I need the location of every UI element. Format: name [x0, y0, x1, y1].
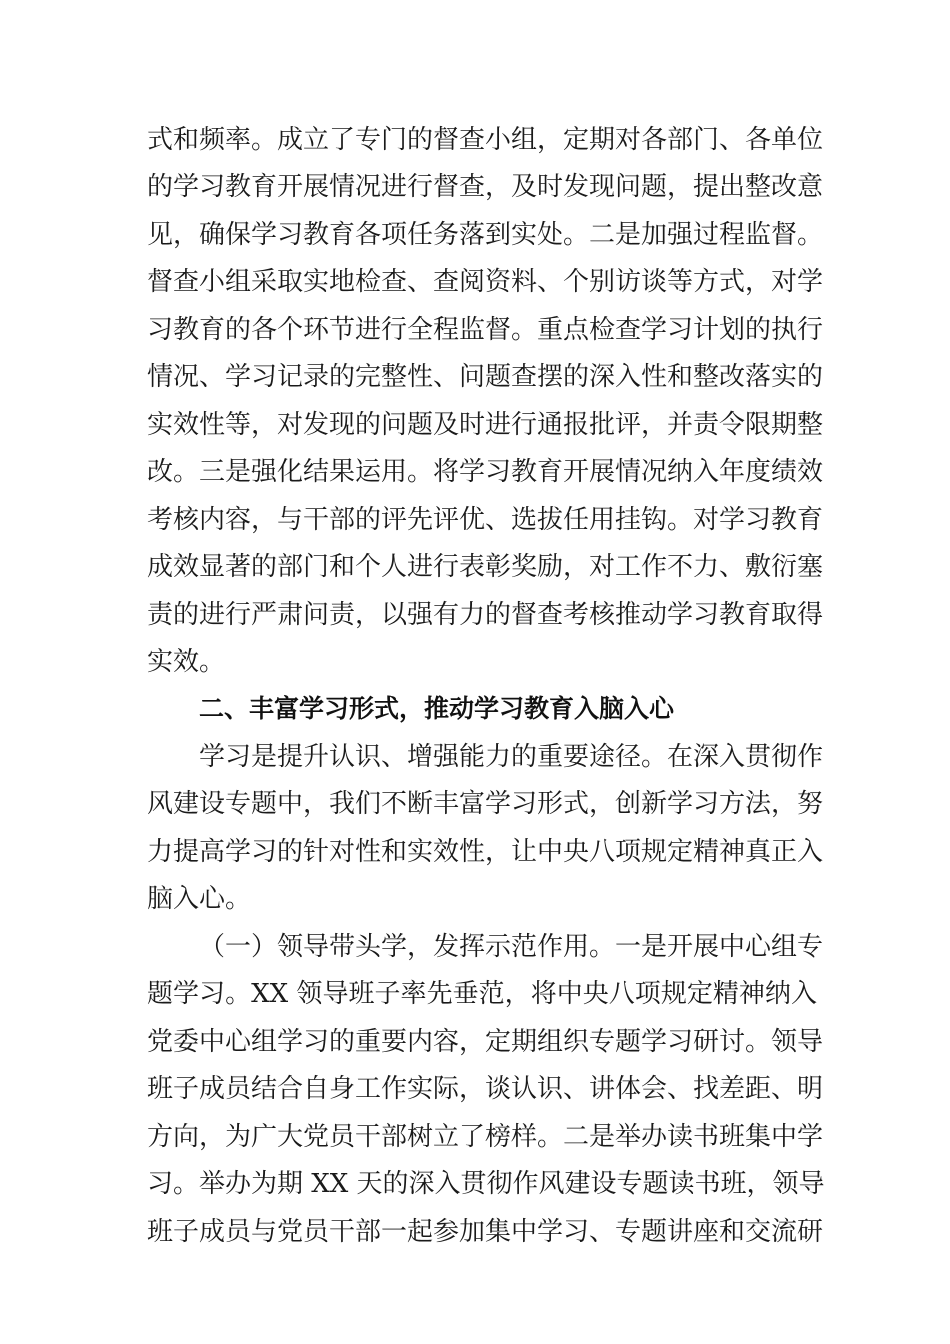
paragraph-1-line: 考核内容，与干部的评先评优、选拔任用挂钩。对学习教育: [147, 505, 824, 535]
paragraph-1-line: 责的进行严肃问责，以强有力的督查考核推动学习教育取得: [147, 600, 824, 630]
paragraph-1-line: 督查小组采取实地检查、查阅资料、个别访谈等方式，对学: [147, 267, 824, 297]
paragraph-1-line: 成效显著的部门和个人进行表彰奖励，对工作不力、敷衍塞: [147, 552, 824, 582]
paragraph-1-line: 实效性等，对发现的问题及时进行通报批评，并责令限期整: [147, 410, 824, 440]
paragraph-3-line: （一）领导带头学，发挥示范作用。一是开展中心组专: [199, 932, 824, 962]
paragraph-1-line: 情况、学习记录的完整性、问题查摆的深入性和整改落实的: [147, 362, 824, 392]
paragraph-3-line: 方向，为广大党员干部树立了榜样。二是举办读书班集中学: [147, 1122, 824, 1152]
paragraph-1-line: 式和频率。成立了专门的督查小组，定期对各部门、各单位: [147, 125, 824, 155]
paragraph-2-line: 脑入心。: [147, 884, 252, 914]
paragraph-3-line: 班子成员结合自身工作实际，谈认识、讲体会、找差距、明: [147, 1074, 824, 1104]
paragraph-3-line: 班子成员与党员干部一起参加集中学习、专题讲座和交流研: [147, 1217, 824, 1247]
paragraph-1-line: 的学习教育开展情况进行督查，及时发现问题，提出整改意: [147, 172, 824, 202]
paragraph-1-line: 改。三是强化结果运用。将学习教育开展情况纳入年度绩效: [147, 457, 824, 487]
paragraph-3-line: 题学习。XX 领导班子率先垂范，将中央八项规定精神纳入: [147, 979, 817, 1009]
paragraph-2-line: 风建设专题中，我们不断丰富学习形式，创新学习方法，努: [147, 789, 824, 819]
paragraph-2-line: 学习是提升认识、增强能力的重要途径。在深入贯彻作: [199, 742, 824, 772]
paragraph-3-line: 党委中心组学习的重要内容，定期组织专题学习研讨。领导: [147, 1027, 824, 1057]
paragraph-1-line: 实效。: [147, 647, 226, 677]
paragraph-1-line: 习教育的各个环节进行全程监督。重点检查学习计划的执行: [147, 315, 824, 345]
paragraph-3-line: 习。举办为期 XX 天的深入贯彻作风建设专题读书班，领导: [147, 1169, 825, 1199]
paragraph-2-line: 力提高学习的针对性和实效性，让中央八项规定精神真正入: [147, 837, 824, 867]
section-heading: 二、丰富学习形式，推动学习教育入脑入心: [199, 694, 675, 723]
paragraph-1-line: 见，确保学习教育各项任务落到实处。二是加强过程监督。: [147, 220, 824, 250]
